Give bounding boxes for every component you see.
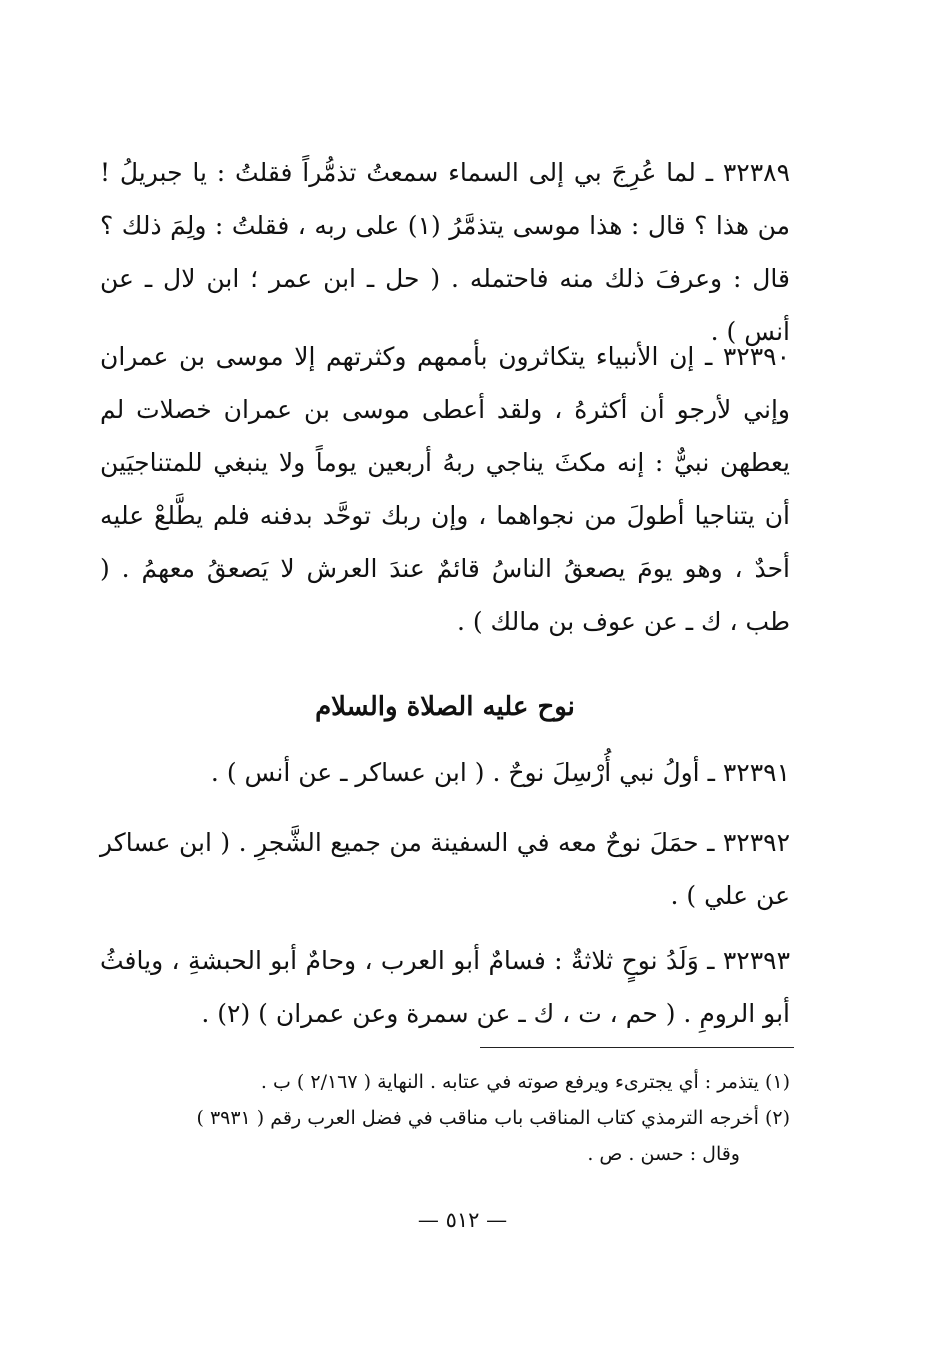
footnote-1: (١) يتذمر : أي يجترىء ويرفع صوته في عتابه . النهاية ( ٢/١٦٧ ) ب . — [260, 1071, 790, 1093]
hadith-32389: ٣٢٣٨٩ ـ لما عُرِجَ بي إلى السماء سمعتُ تذمُّراً فقلتُ : يا جبريلُ ! من هذا ؟ قال : هذا موسى يتذمَّرُ (١) على ربه ، فقلتُ : ولِمَ ذلك ؟ قال : وعرفَ ذلك منه فاحتمله . ( حل ـ ابن عمر ؛ ابن لال ـ عن أنس ) . — [100, 158, 791, 346]
section-heading: نوح عليه الصلاة والسلام — [315, 692, 575, 722]
footnote-2-continuation: وقال : حسن . ص . — [587, 1143, 740, 1165]
page-number: — ٥١٢ — — [417, 1208, 508, 1232]
hadith-32391: ٣٢٣٩١ ـ أولُ نبي أُرْسِلَ نوحٌ . ( ابن عساكر ـ عن أنس ) . — [210, 758, 790, 787]
footnote-divider — [480, 1047, 794, 1048]
footnote-2: (٢) أخرجه الترمذي كتاب المناقب باب مناقب في فضل العرب رقم ( ٣٩٣١ ) — [196, 1107, 790, 1129]
hadith-32393: ٣٢٣٩٣ ـ وَلَدُ نوحٍ ثلاثةٌ : فسامٌ أبو العرب ، وحامٌ أبو الحبشةِ ، ويافثُ أبو الرومِ . ( حم ، ت ، ك ـ عن سمرة وعن عمران ) (٢) . — [100, 946, 790, 1028]
hadith-32392: ٣٢٣٩٢ ـ حمَلَ نوحٌ معه في السفينة من جميع الشَّجرِ . ( ابن عساكر عن علي ) . — [100, 828, 790, 910]
footnotes — [100, 1064, 790, 1172]
hadith-32390: ٣٢٣٩٠ ـ إن الأنبياء يتكاثرون بأممهم وكثرتهم إلا موسى بن عمران وإني لأرجو أن أكثرهُ ، ولقد أعطى موسى بن عمران خصلات لم يعطهن نبيٌّ : إنه مكثَ يناجي ربهُ أربعين يوماً ولا ينبغي للمتناجيَين أن يتناجيا أطولَ من نجواهما ، وإن ربك توحَّد بدفنه فلم يطَّلعْ عليه أحدٌ ، وهو يومَ يصعقُ الناسُ قائمٌ عندَ العرش لا يَصعقُ معهمُ . ( طب ، ك ـ عن عوف بن مالك ) . — [100, 342, 790, 636]
